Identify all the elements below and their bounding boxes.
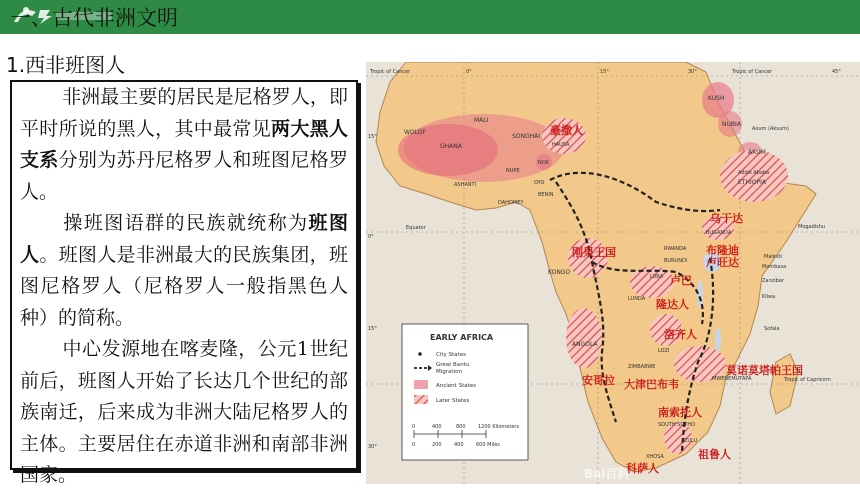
label-rwanda: RWANDA [664,246,687,252]
label-ashanti: ASHANTI [454,182,477,188]
cn-label-burundi: 布隆迪 [706,244,739,257]
scale-label-800: 800 [456,424,466,430]
cn-label-monomotapa: 莫诺莫塔帕王国 [726,364,803,377]
legend-ancient-states: Ancient States [436,383,476,389]
label-kongo: KONGO [548,269,571,276]
legend-frame [402,324,528,460]
label-lunda: LUNDA [628,296,646,302]
scale-miles-400: 400 [454,442,464,448]
cn-label-sotho: 南索托人 [658,406,702,419]
paragraph-2 [12,208,356,334]
label-angola: ANGOLA [572,341,598,348]
label-zimbabwe: ZIMBABWE [628,364,656,370]
section-heading: 1.西非班图人 [6,53,126,77]
legend-migration: Migration [436,369,462,375]
label-luba: LUBA [650,274,664,280]
cn-label-rwanda: 卢旺达 [706,256,739,269]
cn-label-angola: 安哥拉 [582,374,615,387]
cn-label-luba: 卢巴 [670,274,692,287]
p2-bold: 班图人 [20,212,348,266]
scale-label-400: 400 [432,424,442,430]
label-xhosa: XHOSA [646,454,664,460]
map-legend [402,324,528,460]
madagascar [770,354,798,414]
label-mali: MALI [474,117,489,124]
tropic-cancer-label-left: Tropic of Cancer [370,69,411,75]
deg-30e-label: 30° [688,69,697,75]
scale-miles-600: 600 Miles [476,442,500,448]
label-nupe: NUPE [506,168,520,174]
label-lozi: LOZI [658,348,670,354]
deg-0-label: 0° [466,69,472,75]
scale-label-1200: 1200 Kilometers [478,424,520,430]
legend-city-states: City States [436,352,466,358]
label-axum: AXUM [748,149,766,156]
cn-label-kongo-kingdom: 刚果王国 [572,246,616,259]
label-nubia: NUBIA [722,121,741,128]
later-state-swatch [414,395,428,404]
paragraph-3 [12,334,356,492]
label-ethiopia: ETHIOPIA [738,179,766,186]
label-addis-ababa: Addis Ababa [738,170,770,176]
paragraph-1 [12,82,356,208]
equator-label: Equator [406,225,426,231]
scale-miles-200: 200 [432,442,442,448]
label-sofala: Sofala [764,326,780,332]
label-buganda: BUGANDA [706,230,732,236]
deg-0-equator-label: 0° [368,234,374,240]
africa-map-svg [366,62,860,484]
tropic-cancer-label-right: Tropic of Cancer [732,69,773,75]
p1-text-a: 非洲最主要的居民是尼格罗人，即平时所说的黑人，其中最常见 [20,86,348,140]
label-mwenemutapa: MWENEMUTAPA [712,376,752,382]
scale-miles-0: 0 [412,442,416,448]
label-kush: KUSH [708,95,725,102]
legend-title: EARLY AFRICA [430,333,494,342]
city-state-dot-icon [418,352,422,356]
p1-bold: 两大黑人支系 [20,117,348,171]
label-hausa: HAUSA [552,142,570,148]
label-south-sotho: SOUTH SOTHO [658,422,696,428]
cn-label-zimbabwe: 大津巴布韦 [624,378,679,391]
p2-text-c: 。班图人是非洲最大的民族集团，班图尼格罗人（尼格罗人一般指黑色人种）的简称。 [20,243,348,329]
lake-malawi [715,328,721,352]
tropic-capricorn-label: Tropic of Capricorn [784,377,831,383]
p3-text: 中心发源地在喀麦隆，公元1世纪前后，班图人开始了长达几个世纪的部族南迁，后来成为非洲大陆尼格罗人的主体。主要居住在赤道非洲和南部非洲国家。 [20,338,348,486]
deg-30s-label: 30° [368,444,377,450]
deg-15n-label: 15° [368,134,377,140]
label-zulu: ZULU [684,438,698,444]
label-songhai: SONGHAI [512,133,541,140]
label-malindi: Malindi [764,254,782,260]
label-zanzibar: Zanzibar [762,278,784,284]
deg-15e-label: 15° [600,69,609,75]
label-oyo: OYO [534,180,545,186]
ancient-state-swatch [414,380,428,389]
deg-45e-label: 45° [832,69,841,75]
lake-tanganyika [697,280,703,308]
text-box [10,80,358,486]
p1-text-c: 分别为苏丹尼格罗人和班图尼格罗人。 [20,149,348,203]
label-kilwa: Kilwa [762,294,776,300]
africa-map [366,62,860,484]
cn-label-xhosa: 科萨人 [626,462,659,475]
label-mombasa: Mombasa [762,264,787,270]
angola-region [566,308,602,368]
cn-label-zulu: 祖鲁人 [698,448,731,461]
cn-label-lozi: 洛齐人 [664,328,697,341]
cn-label-lunda: 隆达人 [656,298,689,311]
cn-label-uganda: 乌干达 [710,212,743,225]
p2-text-a: 操班图语群的民族就统称为 [62,212,309,234]
label-wolof: WOLOF [404,129,426,136]
cn-label-hausa: 豪撒人 [550,124,583,137]
deg-15s-label: 15° [368,326,377,332]
label-mogadishu: Mogadishu [798,224,826,230]
label-burundi: BURUNDI [664,258,688,264]
baidu-watermark: Bai百科 [584,467,630,481]
ethiopia-region [720,150,788,202]
scale-label-0: 0 [412,424,416,430]
label-ghana: GHANA [440,143,462,150]
legend-later-states: Later States [436,398,470,404]
label-dahomey: DAHOMEY [498,200,524,206]
label-nok: NOK [538,160,549,166]
label-benin: BENIN [538,192,554,198]
label-axum-kingdom: Axum (Aksum) [752,126,789,132]
legend-great-bantu: Great Bantu [436,362,470,368]
slide-title: 一、古代非洲文明 [10,6,178,30]
